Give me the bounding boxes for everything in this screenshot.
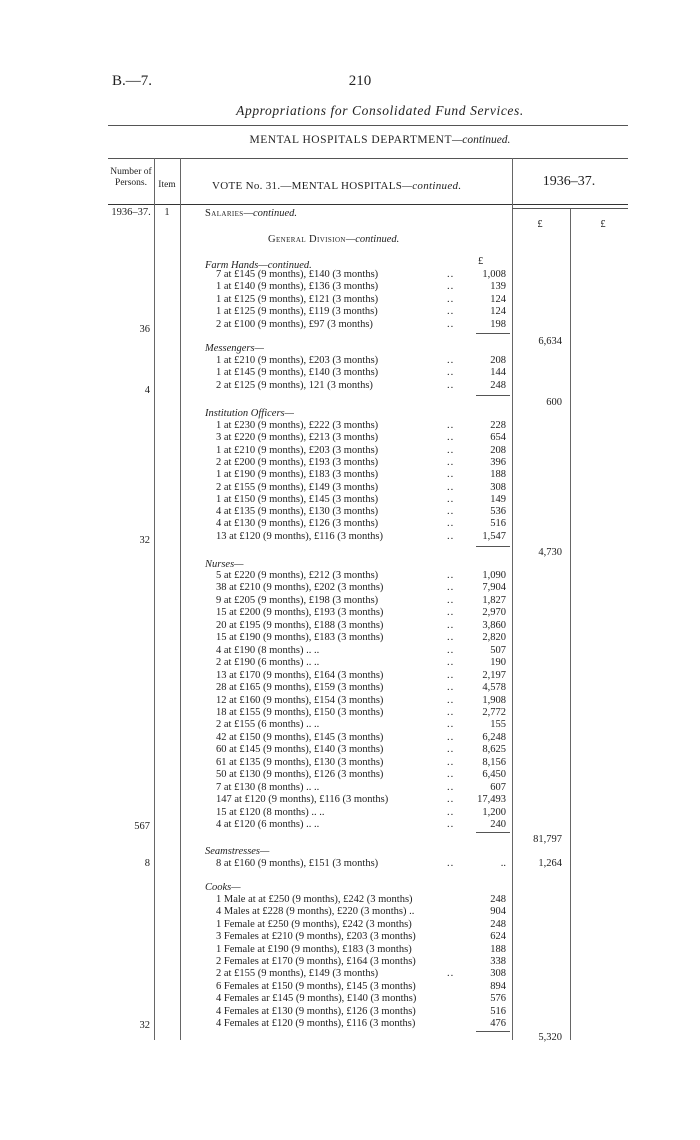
line-description: 12 at £160 (9 months), £154 (3 months): [216, 694, 384, 706]
leader-dots: ..: [447, 318, 455, 330]
line-amount: 248: [490, 379, 506, 391]
column-divider-year: [570, 208, 571, 1040]
line-description: 1 at £230 (9 months), £222 (3 months): [216, 420, 379, 431]
leader-dots: ..: [447, 632, 455, 644]
leader-dots: ..: [447, 469, 455, 481]
pound-header-left: £: [537, 219, 543, 230]
line-description: 1 at £125 (9 months), £121 (3 months): [216, 293, 379, 305]
leader-dots: ..: [447, 420, 455, 431]
leader-dots: ..: [447, 367, 455, 379]
line-amount: 624: [490, 931, 506, 943]
line-description: 7 at £130 (8 months) .. ..: [216, 781, 320, 793]
leader-dots: ..: [447, 281, 455, 293]
leader-dots: ..: [447, 858, 455, 869]
leader-dots: ..: [447, 769, 455, 781]
line-amount: 536: [490, 506, 506, 518]
leader-dots: ..: [447, 731, 455, 743]
table-header-rule: [108, 204, 628, 205]
line-amount: 308: [490, 481, 506, 493]
line-description: 4 at £130 (9 months), £126 (3 months): [216, 518, 379, 530]
line-description: 1 at £125 (9 months), £119 (3 months): [216, 306, 378, 318]
leader-dots: ..: [447, 669, 455, 681]
line-description: 50 at £130 (9 months), £126 (3 months): [216, 769, 384, 781]
department-continued: —continued.: [451, 134, 511, 146]
leader-dots: ..: [447, 781, 455, 793]
leader-dots: ..: [447, 493, 455, 505]
subtotal-rule: [476, 546, 510, 547]
section-title: Farm Hands—continued.: [205, 260, 312, 271]
line-description: 1 at £145 (9 months), £140 (3 months): [216, 367, 379, 379]
line-description: 60 at £145 (9 months), £140 (3 months): [216, 744, 384, 756]
persons-count: 4: [144, 385, 150, 396]
line-description: 13 at £170 (9 months), £164 (3 months): [216, 669, 384, 681]
line-description: 4 Females at £120 (9 months), £116 (3 months): [216, 1018, 416, 1029]
department-name: MENTAL HOSPITALS DEPARTMENT: [249, 134, 452, 146]
line-description: 61 at £135 (9 months), £130 (3 months): [216, 756, 384, 768]
line-description: 2 at £100 (9 months), £97 (3 months): [216, 318, 373, 330]
leader-dots: ..: [447, 293, 455, 305]
line-amount: 149: [490, 493, 506, 505]
leader-dots: ..: [447, 456, 455, 468]
line-description: 6 Females at £150 (9 months), £145 (3 months): [216, 980, 416, 992]
line-amount: 607: [490, 781, 506, 793]
column-divider-persons: [154, 158, 155, 1040]
line-description: 1 Male at at £250 (9 months), £242 (3 months): [216, 894, 413, 905]
leader-dots: ..: [447, 756, 455, 768]
leader-dots: ..: [447, 657, 455, 669]
subtotal-rule: [476, 832, 510, 833]
leader-dots: ..: [447, 530, 455, 542]
line-amount: 338: [490, 956, 506, 967]
leader-dots: ..: [447, 694, 455, 706]
leader-dots: ..: [447, 706, 455, 718]
leader-dots: ..: [447, 744, 455, 756]
line-amount: 155: [490, 719, 506, 731]
line-amount: 516: [490, 518, 506, 530]
line-amount: 894: [490, 980, 506, 992]
line-description: 3 at £220 (9 months), £213 (3 months): [216, 432, 379, 444]
line-amount: 1,090: [482, 570, 506, 581]
amount-unit: £: [478, 256, 484, 267]
department-heading: [180, 134, 580, 146]
column-header-persons: Number of Persons.: [110, 167, 152, 188]
section-title: Messengers—: [205, 343, 264, 354]
section-title: Cooks—: [205, 882, 241, 893]
line-description: 9 at £205 (9 months), £198 (3 months): [216, 594, 379, 606]
line-amount: 248: [490, 894, 506, 905]
line-amount: ..: [500, 858, 506, 869]
line-amount: 507: [490, 644, 506, 656]
column-header-item: Item: [158, 180, 176, 190]
table-top-rule: [108, 158, 628, 159]
line-description: 1 at £210 (9 months), £203 (3 months): [216, 355, 379, 366]
general-division-label: General Division: [268, 234, 346, 245]
line-description: 7 at £145 (9 months), £140 (3 months): [216, 269, 379, 280]
vote-name: VOTE No. 31.—MENTAL HOSPITALS: [212, 180, 403, 192]
line-amount: 124: [490, 293, 506, 305]
line-amount: 1,827: [482, 594, 506, 606]
section-subtotal: 600: [546, 397, 562, 408]
section-subtotal: 6,634: [538, 336, 562, 347]
pound-header-right: £: [600, 219, 606, 230]
line-amount: 2,970: [482, 607, 506, 619]
salaries-heading: [205, 208, 297, 219]
line-description: 2 at £155 (9 months), £149 (3 months): [216, 481, 379, 493]
leader-dots: ..: [447, 644, 455, 656]
line-amount: 6,450: [482, 769, 506, 781]
line-amount: 1,908: [482, 694, 506, 706]
line-description: 15 at £200 (9 months), £193 (3 months): [216, 607, 384, 619]
line-description: 15 at £190 (9 months), £183 (3 months): [216, 632, 384, 644]
line-description: 2 at £155 (9 months), £149 (3 months): [216, 968, 379, 980]
line-description: 1 at £150 (9 months), £145 (3 months): [216, 493, 379, 505]
leader-dots: ..: [447, 269, 455, 280]
line-description: 38 at £210 (9 months), £202 (3 months): [216, 582, 384, 594]
leader-dots: ..: [447, 719, 455, 731]
line-description: 4 Females at £130 (9 months), £126 (3 months): [216, 1005, 416, 1017]
line-amount: 1,547: [482, 530, 506, 542]
vote-continued: —continued.: [402, 180, 462, 192]
line-amount: 228: [490, 420, 506, 431]
subtotal-rule: [476, 1031, 510, 1032]
line-amount: 188: [490, 943, 506, 955]
line-amount: 208: [490, 444, 506, 456]
line-amount: 7,904: [482, 582, 506, 594]
leader-dots: ..: [447, 570, 455, 581]
year-subheader-rule: [512, 208, 628, 209]
line-amount: 3,860: [482, 619, 506, 631]
leader-dots: ..: [447, 481, 455, 493]
line-amount: 17,493: [477, 794, 506, 806]
line-amount: 124: [490, 306, 506, 318]
line-description: 4 at £190 (8 months) .. ..: [216, 644, 320, 656]
subtotal-rule: [476, 333, 510, 334]
salaries-continued: —continued.: [243, 208, 297, 219]
line-description: 1 at £140 (9 months), £136 (3 months): [216, 281, 379, 293]
line-amount: 1,200: [482, 806, 506, 818]
persons-count: 32: [139, 1020, 150, 1031]
persons-count: 32: [139, 535, 150, 546]
line-amount: 654: [490, 432, 506, 444]
line-description: 2 at £155 (6 months) .. ..: [216, 719, 320, 731]
line-description: 3 Females at £210 (9 months), £203 (3 months): [216, 931, 416, 943]
vote-title: [212, 180, 461, 192]
page-number: 210: [348, 73, 372, 89]
leader-dots: ..: [447, 794, 455, 806]
line-description: 1 at £190 (9 months), £183 (3 months): [216, 469, 379, 481]
line-amount: 904: [490, 906, 506, 918]
line-amount: 8,625: [482, 744, 506, 756]
column-header-year: 1936–37.: [542, 174, 596, 189]
leader-dots: ..: [447, 518, 455, 530]
line-description: 15 at £120 (8 months) .. ..: [216, 806, 325, 818]
subtotal-rule: [476, 395, 510, 396]
line-amount: 2,772: [482, 706, 506, 718]
line-description: 28 at £165 (9 months), £159 (3 months): [216, 682, 384, 694]
line-amount: 8,156: [482, 756, 506, 768]
line-amount: 190: [490, 657, 506, 669]
line-amount: 144: [490, 367, 506, 379]
persons-count: 36: [139, 324, 150, 335]
salaries-label: Salaries: [205, 208, 244, 219]
section-subtotal: 81,797: [533, 834, 562, 845]
leader-dots: ..: [447, 306, 455, 318]
section-subtotal: 1,264: [538, 858, 562, 869]
line-description: 5 at £220 (9 months), £212 (3 months): [216, 570, 379, 581]
line-description: 4 at £120 (6 months) .. ..: [216, 819, 320, 830]
column-divider-amounts: [512, 158, 513, 1040]
line-amount: 516: [490, 1005, 506, 1017]
leader-dots: ..: [447, 819, 455, 830]
line-description: 13 at £120 (9 months), £116 (3 months): [216, 530, 384, 542]
leader-dots: ..: [447, 582, 455, 594]
leader-dots: ..: [447, 594, 455, 606]
line-amount: 198: [490, 318, 506, 330]
line-description: 42 at £150 (9 months), £145 (3 months): [216, 731, 384, 743]
section-subtotal: 5,320: [538, 1032, 562, 1043]
title-rule: [108, 125, 628, 126]
general-division-continued: —continued.: [345, 234, 400, 245]
line-description: 18 at £155 (9 months), £150 (3 months): [216, 706, 384, 718]
line-amount: 4,578: [482, 682, 506, 694]
line-description: 8 at £160 (9 months), £151 (3 months): [216, 858, 379, 869]
line-description: 20 at £195 (9 months), £188 (3 months): [216, 619, 384, 631]
line-amount: 188: [490, 469, 506, 481]
line-description: 2 Females at £170 (9 months), £164 (3 months): [216, 956, 416, 967]
line-description: 4 at £135 (9 months), £130 (3 months): [216, 506, 379, 518]
line-amount: 6,248: [482, 731, 506, 743]
persons-count: 567: [134, 821, 150, 832]
column-divider-item: [180, 158, 181, 1040]
document-code: B.—7.: [112, 73, 153, 89]
row-year: 1936–37.: [111, 207, 151, 218]
leader-dots: ..: [447, 806, 455, 818]
line-description: 2 at £125 (9 months), 121 (3 months): [216, 379, 373, 391]
line-amount: 248: [490, 918, 506, 930]
line-description: 4 Males at £228 (9 months), £220 (3 months) ..: [216, 906, 415, 918]
section-subtotal: 4,730: [538, 547, 562, 558]
line-amount: 139: [490, 281, 506, 293]
line-amount: 396: [490, 456, 506, 468]
leader-dots: ..: [447, 355, 455, 366]
section-title: Nurses—: [205, 559, 244, 570]
line-description: 2 at £190 (6 months) .. ..: [216, 657, 320, 669]
leader-dots: ..: [447, 506, 455, 518]
line-description: 1 Female at £250 (9 months), £242 (3 months): [216, 918, 412, 930]
line-amount: 2,820: [482, 632, 506, 644]
line-description: 147 at £120 (9 months), £116 (3 months): [216, 794, 389, 806]
leader-dots: ..: [447, 607, 455, 619]
leader-dots: ..: [447, 432, 455, 444]
leader-dots: ..: [447, 682, 455, 694]
line-amount: 240: [490, 819, 506, 830]
line-amount: 208: [490, 355, 506, 366]
leader-dots: ..: [447, 968, 455, 980]
line-description: 1 Female at £190 (9 months), £183 (3 months): [216, 943, 412, 955]
line-description: 1 at £210 (9 months), £203 (3 months): [216, 444, 379, 456]
line-amount: 1,008: [482, 269, 506, 280]
page-title: Appropriations for Consolidated Fund Services.: [236, 103, 524, 118]
general-division-heading: [268, 234, 399, 245]
persons-count: 8: [144, 858, 150, 869]
line-amount: 2,197: [482, 669, 506, 681]
line-amount: 476: [490, 1018, 506, 1029]
item-number: 1: [164, 207, 170, 218]
line-description: 2 at £200 (9 months), £193 (3 months): [216, 456, 379, 468]
leader-dots: ..: [447, 619, 455, 631]
section-title: Institution Officers—: [205, 408, 294, 419]
leader-dots: ..: [447, 444, 455, 456]
leader-dots: ..: [447, 379, 455, 391]
section-title: Seamstresses—: [205, 846, 270, 857]
line-amount: 308: [490, 968, 506, 980]
line-amount: 576: [490, 993, 506, 1005]
line-description: 4 Females ar £145 (9 months), £140 (3 months): [216, 993, 417, 1005]
